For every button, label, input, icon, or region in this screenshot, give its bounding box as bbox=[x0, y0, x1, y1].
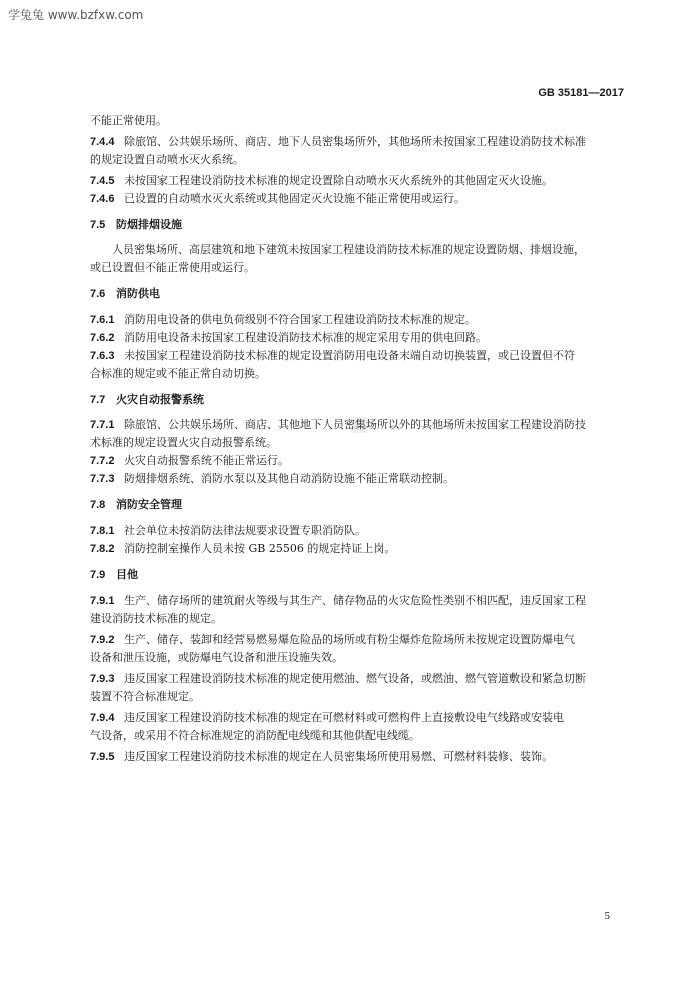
clause-number: 7.9.3 bbox=[90, 673, 115, 685]
site-watermark: 学兔兔 www.bzfxw.com bbox=[8, 8, 144, 22]
clause-text: 生产、储存、装卸和经营易燃易爆危险品的场所或有粉尘爆炸危险场所未按规定设置防爆电气 bbox=[124, 633, 575, 646]
clause-number: 7.7.1 bbox=[90, 419, 115, 431]
text-line bbox=[90, 261, 255, 274]
text-line bbox=[90, 690, 200, 703]
clause-text: 消防用电设备未按国家工程建设消防技术标准的规定采用专用的供电回路。 bbox=[124, 331, 487, 344]
clause-text: 除旅馆、公共娱乐场所、商店、其他地下人员密集场所以外的其他场所未按国家工程建设消防技 bbox=[124, 418, 586, 431]
clause-text: 消防用电设备的供电负荷级别不符合国家工程建设消防技术标准的规定。 bbox=[124, 313, 476, 326]
clause-text: 违反国家工程建设消防技术标准的规定使用燃油、燃气设备，或燃油、燃气管道敷设和紧急切断 bbox=[124, 672, 586, 685]
text-line bbox=[90, 367, 266, 380]
section-heading bbox=[90, 568, 138, 582]
text-line bbox=[90, 243, 585, 256]
clause-text: 合标准的规定或不能正常自动切换。 bbox=[90, 367, 266, 380]
text-line bbox=[90, 454, 289, 468]
section-number: 7.6 bbox=[90, 288, 106, 300]
section-title: 消防安全管理 bbox=[116, 498, 182, 511]
section-number: 7.7 bbox=[90, 394, 106, 406]
clause-text: 未按国家工程建设消防技术标准的规定设置除自动喷水灭火系统外的其他固定灭火设施。 bbox=[124, 174, 553, 187]
text-line bbox=[90, 192, 465, 206]
section-title: 消防供电 bbox=[116, 287, 160, 300]
clause-text: 违反国家工程建设消防技术标准的规定在可燃材料或可燃构件上直接敷设电气线路或安装电 bbox=[124, 711, 564, 724]
clause-text: 违反国家工程建设消防技术标准的规定在人员密集场所使用易燃、可燃材料装修、装饰。 bbox=[124, 750, 553, 763]
section-title: 目他 bbox=[116, 568, 138, 581]
clause-number: 7.7.2 bbox=[90, 455, 115, 467]
text-line bbox=[90, 524, 366, 538]
standard-code: GB 35181—2017 bbox=[538, 87, 624, 99]
section-number: 7.8 bbox=[90, 499, 106, 511]
text-line bbox=[90, 331, 487, 345]
section-heading bbox=[90, 218, 182, 232]
text-line bbox=[90, 711, 564, 725]
clause-text: 防烟排烟系统、消防水泵以及其他自动消防设施不能正常联动控制。 bbox=[124, 472, 454, 485]
text-line bbox=[90, 633, 575, 647]
text-line bbox=[90, 114, 167, 127]
clause-text: 火灾自动报警系统不能正常运行。 bbox=[124, 454, 289, 467]
section-heading bbox=[90, 287, 160, 301]
clause-text: 不能正常使用。 bbox=[90, 114, 167, 127]
section-number: 7.9 bbox=[90, 569, 106, 581]
clause-text: 建设消防技术标准的规定。 bbox=[90, 612, 222, 625]
clause-text: 或已设置但不能正常使用或运行。 bbox=[90, 261, 255, 274]
clause-text: 的规定设置自动喷水灭火系统。 bbox=[90, 153, 244, 166]
text-line bbox=[90, 135, 586, 149]
clause-text: 人员密集场所、高层建筑和地下建筑未按国家工程建设消防技术标准的规定设置防烟、排烟设施， bbox=[112, 243, 585, 256]
clause-number: 7.9.2 bbox=[90, 634, 115, 646]
clause-text: 生产、储存场所的建筑耐火等级与其生产、储存物品的火灾危险性类别不相匹配，违反国家工程 bbox=[124, 594, 586, 607]
clause-number: 7.7.3 bbox=[90, 473, 115, 485]
clause-number: 7.4.6 bbox=[90, 193, 115, 205]
clause-text: 除旅馆、公共娱乐场所、商店、地下人员密集场所外，其他场所未按国家工程建设消防技术标准 bbox=[124, 135, 586, 148]
clause-number: 7.8.1 bbox=[90, 525, 115, 537]
section-heading bbox=[90, 393, 204, 407]
clause-text: 消防控制室操作人员未按 GB 25506 的规定持证上岗。 bbox=[124, 542, 396, 555]
text-line bbox=[90, 472, 454, 486]
clause-number: 7.6.2 bbox=[90, 332, 115, 344]
text-line bbox=[90, 542, 395, 556]
text-line bbox=[90, 672, 586, 686]
clause-number: 7.4.4 bbox=[90, 136, 115, 148]
clause-number: 7.8.2 bbox=[90, 543, 115, 555]
text-line bbox=[90, 750, 553, 764]
text-line bbox=[90, 436, 277, 449]
clause-text: 社会单位未按消防法律法规要求设置专职消防队。 bbox=[124, 524, 366, 537]
clause-number: 7.9.5 bbox=[90, 751, 115, 763]
clause-text: 气设备，或采用不符合标准规定的消防配电线缆和其他供配电线缆。 bbox=[90, 729, 420, 742]
section-title: 火灾自动报警系统 bbox=[116, 393, 204, 406]
text-line bbox=[90, 313, 476, 327]
text-line bbox=[90, 349, 575, 363]
section-heading bbox=[90, 498, 182, 512]
clause-text: 术标准的规定设置火灾自动报警系统。 bbox=[90, 436, 277, 449]
text-line bbox=[90, 174, 553, 188]
text-line bbox=[90, 729, 420, 742]
text-line bbox=[90, 153, 244, 166]
clause-text: 已设置的自动喷水灭火系统或其他固定灭火设施不能正常使用或运行。 bbox=[124, 192, 465, 205]
text-line bbox=[90, 418, 586, 432]
section-title: 防烟排烟设施 bbox=[116, 218, 182, 231]
section-number: 7.5 bbox=[90, 219, 106, 231]
clause-number: 7.6.3 bbox=[90, 350, 115, 362]
text-line bbox=[90, 612, 222, 625]
page-number: 5 bbox=[604, 910, 610, 922]
clause-text: 设备和泄压设施，或防爆电气设备和泄压设施失效。 bbox=[90, 651, 343, 664]
clause-number: 7.9.1 bbox=[90, 595, 115, 607]
clause-number: 7.9.4 bbox=[90, 712, 115, 724]
clause-text: 未按国家工程建设消防技术标准的规定设置消防用电设备末端自动切换装置，或已设置但不符 bbox=[124, 349, 575, 362]
clause-number: 7.4.5 bbox=[90, 175, 115, 187]
text-line bbox=[90, 594, 586, 608]
clause-text: 装置不符合标准规定。 bbox=[90, 690, 200, 703]
text-line bbox=[90, 651, 343, 664]
clause-number: 7.6.1 bbox=[90, 314, 115, 326]
